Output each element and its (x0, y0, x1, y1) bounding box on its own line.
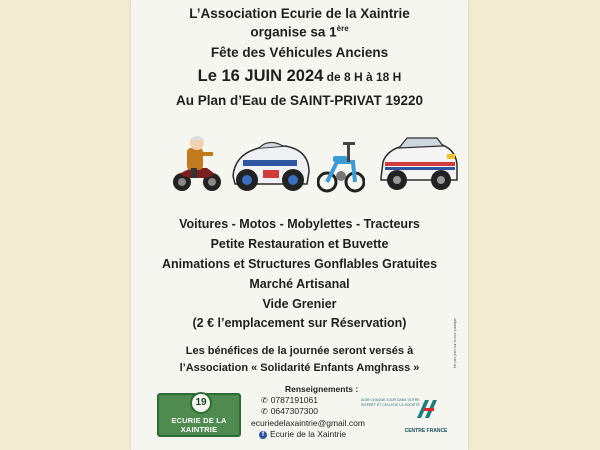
event-date (131, 67, 468, 86)
email-address: ecuriedelaxaintrie@gmail.com (251, 418, 365, 428)
event-poster (131, 0, 468, 450)
benefits-line-1: Les bénéfices de la journée seront versés à (185, 345, 414, 357)
ecurie-logo (157, 393, 241, 437)
logo-number: 19 (190, 392, 212, 414)
phone-row-2 (261, 406, 318, 416)
phone-row-1 (261, 395, 318, 405)
moped-illustration (317, 132, 365, 194)
phone-number-2: 0647307300 (270, 406, 318, 416)
benefits-line-2: l’Association « Solidarité Enfants Amghrass » (179, 362, 420, 374)
program-vehicles: Voitures - Motos - Mobylettes - Tracteurs (179, 217, 420, 231)
credit-agricole-logo-icon (415, 396, 439, 422)
phone-icon: ✆ (261, 407, 268, 416)
phone-icon: ✆ (261, 396, 268, 405)
facebook-row (259, 429, 346, 439)
event-title: Fête des Véhicules Anciens (210, 45, 389, 60)
association-line: L’Association Ecurie de la Xaintrie (189, 6, 410, 21)
date-hours: de 8 H à 18 H (323, 70, 402, 84)
rally-car-illustration (377, 132, 461, 194)
program-price: (2 € l’emplacement sur Réservation) (192, 316, 407, 330)
facebook-icon: f (259, 431, 267, 439)
phone-number-1: 0787191061 (270, 395, 318, 405)
side-note: Ne pas jeter sur la voie publique (453, 317, 457, 368)
facebook-name: Ecurie de la Xaintrie (270, 429, 347, 439)
program-food: Petite Restauration et Buvette (210, 237, 389, 251)
organise-line (131, 24, 468, 40)
date-main: Le 16 JUIN 2024 (197, 67, 324, 85)
logo-text: ECURIE DE LA XAINTRIE (171, 416, 227, 434)
organise-superscript: ère (336, 24, 349, 33)
event-place: Au Plan d’Eau de SAINT-PRIVAT 19220 (175, 93, 424, 108)
sponsor-slogan: AGIR CHAQUE JOUR DANS VOTRE INTÉRÊT ET CELUI DE LA SOCIÉTÉ (361, 398, 420, 407)
organise-text: organise sa 1 (250, 24, 337, 40)
program-animations: Animations et Structures Gonflables Gratuites (161, 257, 438, 271)
renseignements-label: Renseignements : (285, 384, 359, 394)
motorbike-rider-illustration (171, 132, 223, 194)
program-market: Marché Artisanal (249, 277, 350, 291)
racing-car-illustration (229, 132, 313, 194)
program-vide-grenier: Vide Grenier (262, 297, 337, 311)
sponsor-name: CENTRE FRANCE (404, 428, 448, 434)
